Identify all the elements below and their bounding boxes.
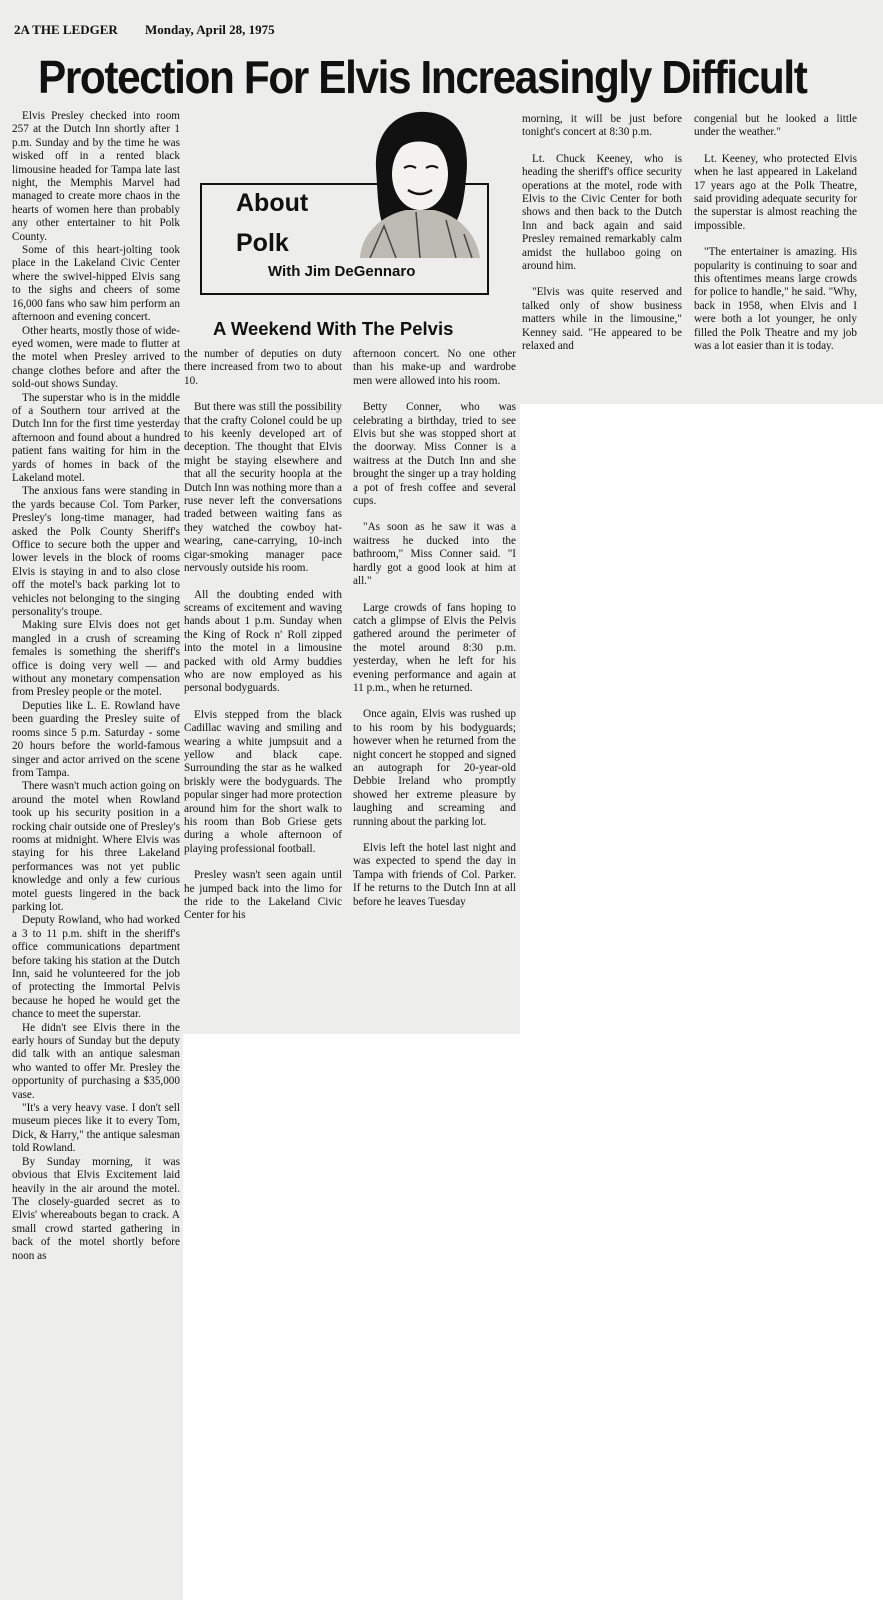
col2-paragraph: Elvis stepped from the black Cadillac waving and smiling and wearing a white jumpsuit and a yellow and black cape. Surrounding the star as he walked briskly were the bodyguards. The popular singer had more protection around him for the short walk to his room than Bob Griese gets during a whole afternoon of playing professional football. bbox=[184, 708, 342, 855]
col3-paragraph: Once again, Elvis was rushed up to his room by his bodyguards; however when he returned from the night concert he stopped and signed an autograph for 20-year-old Debbie Ireland who promptly showed her extreme pleasure by laughing and screaming and running about the parking lot. bbox=[353, 708, 516, 828]
article-column-5 bbox=[694, 113, 857, 354]
col1-paragraph: He didn't see Elvis there in the early hours of Sunday but the deputy did talk with an antique salesman who wanted to offer Mr. Presley the opportunity of purchasing a $35,000 vase. bbox=[12, 1021, 180, 1101]
col1-paragraph: Deputy Rowland, who had worked a 3 to 11 p.m. shift in the sheriff's office communications department before taking his station at the Dutch Inn, said he volunteered for the job of protecting the Immortal Pelvis because he hoped he would get the chance to meet the superstar. bbox=[12, 914, 180, 1021]
headline: Protection For Elvis Increasingly Difficult bbox=[38, 51, 807, 103]
article-column-2 bbox=[184, 348, 342, 923]
subheadline: A Weekend With The Pelvis bbox=[213, 318, 454, 339]
col1-paragraph: Making sure Elvis does not get mangled in a crush of screaming females is something the sheriff's office is doing very well — and without any monetary compensation from Presley people or the motel. bbox=[12, 619, 180, 699]
col3-paragraph: Betty Conner, who was celebrating a birthday, tried to see Elvis but she was stopped short at the doorway. Miss Conner is a waitress at the Dutch Inn and she brought the singer up a tray holding a pot of fresh coffee and several cups. bbox=[353, 401, 516, 508]
col2-paragraph: But there was still the possibility that the crafty Colonel could be up to his keenly developed art of deception. The thought that Elvis might be staying elsewhere and that all the security hoopla at the Dutch Inn was nothing more than a ruse never left the conversations traded between waiting fans as they watched the cowboy hat-wearing, cane-carrying, 10-inch cigar-smoking manager pace nervously outside his room. bbox=[184, 401, 342, 575]
col1-paragraph: The superstar who is in the middle of a Southern tour arrived at the Dutch Inn for the first time yesterday afternoon and found about a hundred patient fans waiting for him in the yards of homes in back of the Lakeland motel. bbox=[12, 391, 180, 484]
col1-paragraph: Other hearts, mostly those of wide-eyed women, were made to flutter at the motel when Presley arrived to change clothes before and after the sold-out shows Sunday. bbox=[12, 324, 180, 391]
col4-paragraph: "Elvis was quite reserved and talked only of show business matters while in the limousine," Kenney said. "He appeared to be relaxed and bbox=[522, 286, 682, 353]
col4-paragraph: morning, it will be just before tonight's concert at 8:30 p.m. bbox=[522, 113, 682, 139]
col3-paragraph: "As soon as he saw it was a waitress he ducked into the bathroom," Miss Conner said. "I hardly got a good look at him at all." bbox=[353, 521, 516, 588]
col2-paragraph: All the doubting ended with screams of excitement and waving hands about 1 p.m. Sunday when the King of Rock n' Roll zipped into the motel in a limousine packed with old Army buddies who are now employed as his personal bodyguards. bbox=[184, 588, 342, 695]
col1-paragraph: The anxious fans were standing in the yards because Col. Tom Parker, Presley's long-time manager, had asked the Polk County Sheriff's Office to secure both the upper and lower levels in the block of rooms Elvis is staying in and to also close off the motel's back parking lot to vehicles not belonging to the singing personality's troupe. bbox=[12, 485, 180, 619]
col5-paragraph: congenial but he looked a little under the weather." bbox=[694, 113, 857, 139]
article-column-4 bbox=[522, 113, 682, 354]
col1-paragraph: Some of this heart-jolting took place in the Lakeland Civic Center where the swivel-hipped Elvis sang to the sighs and cheers of some 16,000 fans who saw him perform an afternoon and evening concert. bbox=[12, 244, 180, 324]
page-label: 2A THE LEDGER bbox=[14, 22, 118, 37]
col1-paragraph: Elvis Presley checked into room 257 at the Dutch Inn shortly after 1 p.m. Sunday and by the time he was wisked off in a rented black limousine headed for Tampa late last night, the Memphis Marvel had managed to create more chaos in the hearts of women here than probably any other entertainer to hit Polk County. bbox=[12, 110, 180, 243]
col1-paragraph: Deputies like L. E. Rowland have been guarding the Presley suite of rooms since 5 p.m. Saturday - some 20 hours before the world-famous singer and actor arrived on the scene from Tampa. bbox=[12, 699, 180, 779]
col5-paragraph: Lt. Keeney, who protected Elvis when he last appeared in Lakeland 17 years ago at the Polk Theatre, said providing adequate security for the superstar is almost reaching the impossible. bbox=[694, 152, 857, 232]
col2-paragraph: the number of deputies on duty there increased from two to about 10. bbox=[184, 348, 342, 387]
col1-paragraph: By Sunday morning, it was obvious that Elvis Excitement laid heavily in the air around the motel. The closely-guarded secret as to Elvis' whereabouts began to crack. A small crowd started gathering in back of the motel shortly before noon as bbox=[12, 1155, 180, 1262]
col3-paragraph: Large crowds of fans hoping to catch a glimpse of Elvis the Pelvis gathered around the perimeter of the motel around 8:30 p.m. yesterday, when he left for his evening performance and again at 11 p.m., when he returned. bbox=[353, 601, 516, 694]
article-column-3 bbox=[353, 348, 516, 909]
col1-paragraph: "It's a very heavy vase. I don't sell museum pieces like it to every Tom, Dick, & Harry," the antique salesman told Rowland. bbox=[12, 1102, 180, 1155]
column-logo-line1: About bbox=[236, 189, 309, 217]
col3-paragraph: Elvis left the hotel last night and was expected to spend the day in Tampa with friends of Col. Parker. If he returns to the Dutch Inn at all before he leaves Tuesday bbox=[353, 842, 516, 908]
col4-paragraph: Lt. Chuck Keeney, who is heading the sheriff's office security operations at the motel, rode with Elvis to the Civic Center for both shows and then back to the Dutch Inn and back again and said Presley remained remarkably calm amidst the hullaboo going on around him. bbox=[522, 152, 682, 273]
col5-paragraph: "The entertainer is amazing. His popularity is continuing to soar and this oftentimes means large crowds for police to handle," he said. "Why, back in 1958, when Elvis and I were both a lot younger, he only filled the Polk Theatre and my job was a lot easier than it is today. bbox=[694, 246, 857, 353]
columnist-byline: With Jim DeGennaro bbox=[268, 263, 416, 280]
article-column-1 bbox=[12, 110, 180, 1263]
columnist-portrait bbox=[356, 108, 482, 258]
edition-date: Monday, April 28, 1975 bbox=[145, 22, 275, 37]
col1-paragraph: There wasn't much action going on around the motel when Rowland took up his security position in a rocking chair outside one of Presley's rooms at midnight. Where Elvis was staying for his three Lakeland performances was not yet public knowledge and only a few curious motel guests lingered in the back parking lot. bbox=[12, 780, 180, 913]
column-logo-line2: Polk bbox=[236, 229, 289, 257]
col2-paragraph: Presley wasn't seen again until he jumped back into the limo for the ride to the Lakeland Civic Center for his bbox=[184, 869, 342, 922]
col3-paragraph: afternoon concert. No one other than his make-up and wardrobe men were allowed into his room. bbox=[353, 348, 516, 387]
